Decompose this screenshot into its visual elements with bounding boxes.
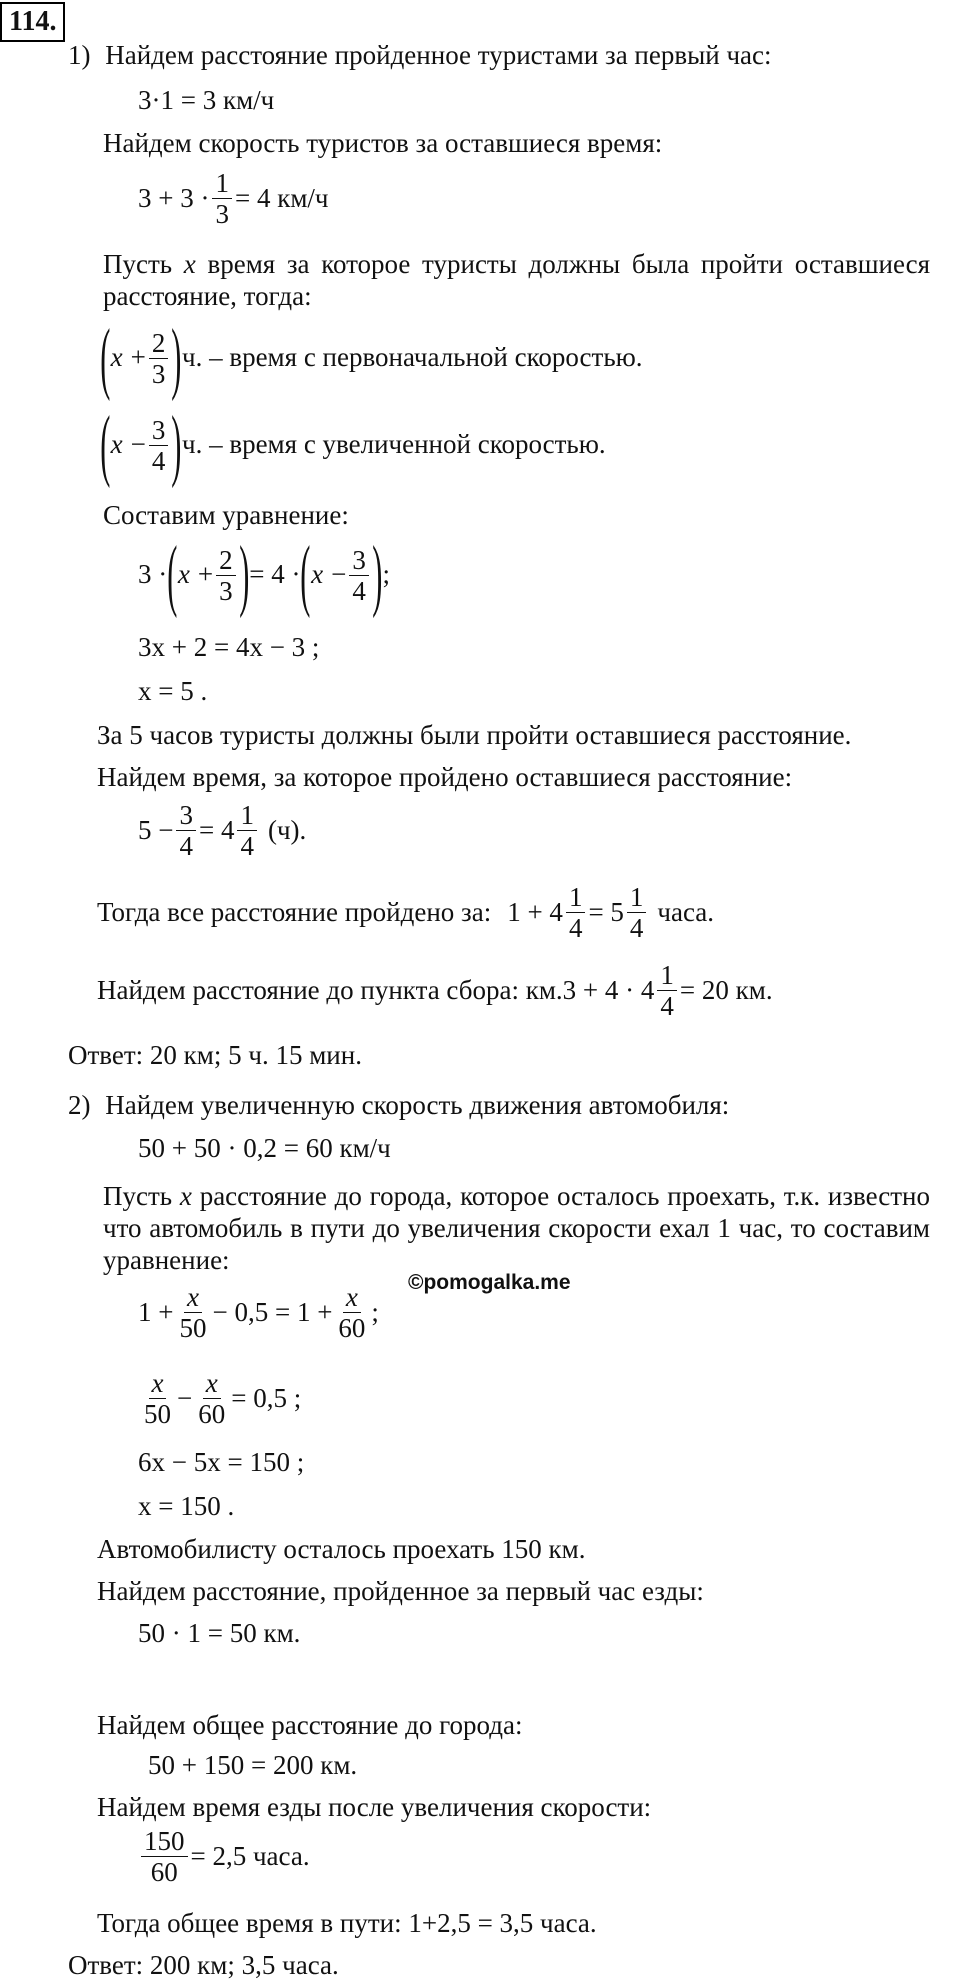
- eq-text: (ч).: [267, 814, 307, 845]
- part1-time-original: [100, 314, 643, 402]
- part2-step2-text: Автомобилисту осталось проехать 150 км.: [97, 1534, 586, 1564]
- eq-text: = 5: [588, 896, 624, 927]
- part2-eq6: 50 · 1 = 50 км.: [138, 1618, 301, 1648]
- part2-answer: Ответ: 200 км; 3,5 часа.: [68, 1950, 339, 1980]
- operator: +: [197, 559, 214, 590]
- fraction: [212, 168, 232, 229]
- right-paren: ): [372, 531, 383, 619]
- fraction: [216, 545, 236, 606]
- denominator: 4: [179, 831, 193, 861]
- eq-text: 5 −: [138, 814, 174, 845]
- part1-total-time: [97, 882, 714, 943]
- denominator: 4: [568, 913, 583, 943]
- right-paren: ): [171, 314, 182, 402]
- fraction: [176, 800, 196, 861]
- denominator: 60: [150, 1857, 178, 1887]
- eq-text: 1 +: [138, 1296, 174, 1327]
- eq-text: = 4: [198, 814, 235, 845]
- paragraph-text: расстояние до города, которое осталось проехать, т.к. известно что автомобиль в пути до увеличения скорости ехал 1 час, то составим уравнение:: [103, 1181, 931, 1275]
- operator: −: [130, 429, 146, 460]
- part1-step4-text: За 5 часов туристы должны были пройти оставшиеся расстояние.: [97, 720, 852, 750]
- denominator: 4: [629, 913, 644, 943]
- right-paren: ): [238, 531, 249, 619]
- eq-text: = 4 км/ч: [234, 182, 329, 213]
- part1-step5-text: Найдем время, за которое пройдено оставшиеся расстояние:: [97, 762, 793, 792]
- part2-paragraph: [103, 1180, 930, 1276]
- eq-text: 3 + 3 ·: [138, 182, 210, 213]
- part2-step4-text: Найдем общее расстояние до города:: [97, 1710, 523, 1740]
- eq-text: = 4 ·: [249, 559, 301, 590]
- numerator: 3: [176, 800, 196, 831]
- numerator: 1: [627, 882, 647, 913]
- fraction: [195, 1368, 228, 1429]
- denominator: 4: [660, 991, 674, 1021]
- fraction: [627, 882, 647, 943]
- part1-eq4: 3x + 2 = 4x − 3 ;: [138, 632, 320, 662]
- problem-number-badge: 114.: [0, 2, 65, 42]
- denominator: 50: [179, 1313, 207, 1343]
- part1-eq3: [138, 531, 390, 619]
- fraction: [149, 328, 169, 389]
- variable-x: x: [177, 559, 190, 590]
- fraction: [657, 960, 677, 1021]
- numerator: 1: [566, 882, 586, 913]
- denominator: 4: [352, 575, 366, 606]
- variable-x: x: [311, 559, 324, 590]
- part1-heading: [68, 40, 772, 71]
- numerator: x: [184, 1282, 202, 1313]
- part2-eq2: [138, 1282, 379, 1343]
- step-text: Тогда все расстояние пройдено за:: [97, 896, 492, 927]
- fraction: [176, 1282, 209, 1343]
- fraction: [149, 415, 169, 476]
- part1-number: 1): [68, 40, 91, 70]
- paragraph-text: Пусть: [103, 1181, 173, 1211]
- part2-step3-text: Найдем расстояние, пройденное за первый час езды:: [97, 1576, 704, 1606]
- operator: −: [177, 1382, 193, 1413]
- part2-eq4: 6x − 5x = 150 ;: [138, 1447, 305, 1477]
- numerator: x: [343, 1282, 361, 1313]
- fraction: [141, 1368, 174, 1429]
- left-paren: (: [100, 401, 111, 489]
- part2-heading: [68, 1090, 729, 1121]
- fraction: [566, 882, 586, 943]
- eq-text: = 0,5 ;: [231, 1382, 302, 1413]
- paragraph-text: время за которое туристы должны была пройти оставшиеся расстояние, тогда:: [103, 249, 931, 311]
- description-text: ч. – время с увеличенной скоростью.: [182, 429, 606, 460]
- numerator: 2: [216, 545, 236, 576]
- eq-text: 3 + 4 · 4: [562, 974, 655, 1005]
- fraction: [349, 545, 369, 606]
- part2-eq8: [138, 1826, 310, 1887]
- numerator: 3: [349, 545, 369, 576]
- variable-x: x: [179, 1181, 192, 1211]
- eq-text: ;: [371, 1296, 379, 1327]
- eq-text: 1 + 4: [507, 896, 563, 927]
- numerator: x: [149, 1368, 167, 1399]
- part2-number: 2): [68, 1090, 91, 1120]
- denominator: 50: [144, 1399, 171, 1429]
- operator: −: [331, 559, 347, 590]
- right-paren: ): [171, 401, 182, 489]
- step-text: Найдем расстояние до пункта сбора: км.: [97, 974, 563, 1005]
- part1-eq5: x = 5 .: [138, 676, 208, 706]
- denominator: 3: [215, 199, 229, 229]
- part2-eq3: [138, 1368, 301, 1429]
- numerator: 150: [141, 1826, 188, 1857]
- part1-eq1: 3·1 = 3 км/ч: [138, 85, 275, 115]
- variable-x: x: [183, 249, 196, 279]
- part1-answer: Ответ: 20 км; 5 ч. 15 мин.: [68, 1040, 362, 1070]
- part2-eq7: 50 + 150 = 200 км.: [148, 1750, 358, 1780]
- denominator: 4: [151, 445, 166, 476]
- part2-eq1: 50 + 50 · 0,2 = 60 км/ч: [138, 1133, 391, 1163]
- variable-x: x: [110, 429, 123, 460]
- fraction: [237, 800, 257, 861]
- eq-text: часа.: [657, 896, 715, 927]
- part1-step2-text: Найдем скорость туристов за оставшиеся время:: [103, 128, 663, 158]
- part1-eq6: [138, 800, 306, 861]
- eq-text: ;: [382, 559, 390, 590]
- part1-paragraph: [103, 248, 930, 312]
- watermark: ©pomogalka.me: [408, 1271, 571, 1294]
- part1-eq2: [138, 168, 328, 229]
- eq-text: = 20 км.: [679, 974, 773, 1005]
- denominator: 60: [198, 1399, 226, 1429]
- part1-step3-text: Составим уравнение:: [103, 500, 349, 530]
- part2-step6-text: Тогда общее время в пути: 1+2,5 = 3,5 часа.: [97, 1908, 597, 1938]
- numerator: 3: [149, 415, 169, 446]
- part2-step5-text: Найдем время езды после увеличения скорости:: [97, 1792, 652, 1822]
- eq-text: 3 ·: [138, 559, 168, 590]
- denominator: 4: [240, 831, 254, 861]
- fraction: [335, 1282, 368, 1343]
- left-paren: (: [167, 531, 178, 619]
- denominator: 60: [338, 1313, 366, 1343]
- left-paren: (: [100, 314, 111, 402]
- part2-step1-text: Найдем увеличенную скорость движения автомобиля:: [105, 1090, 730, 1120]
- left-paren: (: [300, 531, 311, 619]
- variable-x: x: [110, 342, 123, 373]
- denominator: 3: [151, 358, 166, 389]
- part1-step1-text: Найдем расстояние пройденное туристами за первый час:: [105, 40, 772, 70]
- eq-text: = 2,5 часа.: [190, 1840, 310, 1871]
- denominator: 3: [219, 575, 233, 606]
- numerator: 1: [657, 960, 677, 991]
- operator: +: [130, 342, 146, 373]
- numerator: 1: [212, 168, 232, 199]
- part1-time-increased: [100, 401, 606, 489]
- part2-eq5: x = 150 .: [138, 1491, 235, 1521]
- description-text: ч. – время с первоначальной скоростью.: [182, 342, 643, 373]
- numerator: 2: [149, 328, 169, 359]
- fraction: [141, 1826, 188, 1887]
- paragraph-text: Пусть: [103, 249, 173, 279]
- numerator: 1: [237, 800, 257, 831]
- eq-text: − 0,5 = 1 +: [212, 1296, 333, 1327]
- part1-distance: [97, 960, 773, 1021]
- numerator: x: [203, 1368, 221, 1399]
